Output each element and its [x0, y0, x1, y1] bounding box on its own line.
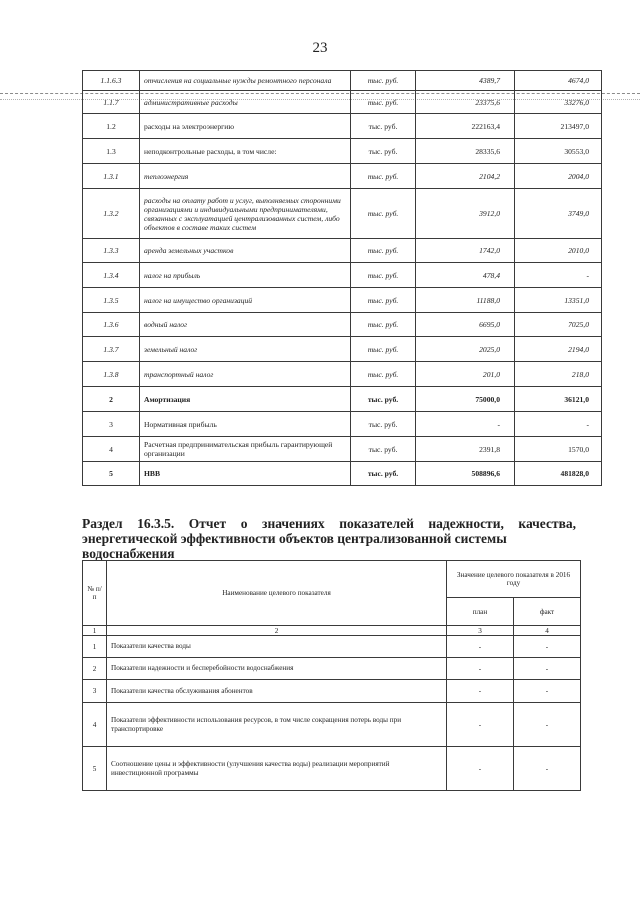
row-unit: тыс. руб. — [351, 362, 416, 387]
row-name: налог на имущество организаций — [140, 288, 351, 313]
row-plan-value: 2104,2 — [416, 164, 515, 189]
row-plan-value: 201,0 — [416, 362, 515, 387]
section-heading-line-1: Раздел 16.3.5. Отчет о значениях показателей надежности, качества, — [82, 516, 576, 531]
row-plan-value: 222163,4 — [416, 114, 515, 139]
row-code: 5 — [83, 462, 140, 486]
indicator-number: 1 — [83, 636, 107, 658]
cost-row — [83, 462, 602, 486]
row-name: налог на прибыль — [140, 263, 351, 288]
indicator-name: Соотношение цены и эффективности (улучшения качества воды) реализации мероприятий инвестиционной программы — [107, 747, 447, 791]
row-unit: тыс. руб. — [351, 437, 416, 462]
cost-row — [83, 164, 602, 189]
row-fact-value: 33276,0 — [515, 91, 602, 114]
row-unit: тыс. руб. — [351, 114, 416, 139]
row-fact-value: 3749,0 — [515, 189, 602, 239]
row-plan-value: 3912,0 — [416, 189, 515, 239]
row-fact-value: 36121,0 — [515, 387, 602, 412]
row-unit: тыс. руб. — [351, 313, 416, 337]
indicator-plan: - — [447, 703, 514, 747]
row-plan-value: 2025,0 — [416, 337, 515, 362]
indicator-plan: - — [447, 747, 514, 791]
cost-row — [83, 239, 602, 263]
row-unit: тыс. руб. — [351, 71, 416, 91]
cost-row — [83, 288, 602, 313]
column-number-3: 3 — [447, 626, 514, 636]
row-fact-value: - — [515, 412, 602, 437]
row-fact-value: 481828,0 — [515, 462, 602, 486]
row-code: 4 — [83, 437, 140, 462]
indicator-name: Показатели качества обслуживания абонентов — [107, 680, 447, 703]
indicator-fact: - — [514, 703, 581, 747]
indicator-number: 3 — [83, 680, 107, 703]
row-fact-value: 2194,0 — [515, 337, 602, 362]
row-unit: тыс. руб. — [351, 189, 416, 239]
row-fact-value: 30553,0 — [515, 139, 602, 164]
row-code: 1.3.5 — [83, 288, 140, 313]
indicator-fact: - — [514, 636, 581, 658]
header-values-group: Значение целевого показателя в 2016 году — [447, 561, 581, 598]
row-plan-value: 1742,0 — [416, 239, 515, 263]
indicator-number: 4 — [83, 703, 107, 747]
section-heading-line-3: водоснабжения — [82, 546, 175, 561]
row-fact-value: 2010,0 — [515, 239, 602, 263]
column-number-1: 1 — [83, 626, 107, 636]
cost-row — [83, 263, 602, 288]
row-plan-value: 478,4 — [416, 263, 515, 288]
row-code: 1.3.3 — [83, 239, 140, 263]
cost-row — [83, 313, 602, 337]
row-code: 3 — [83, 412, 140, 437]
row-unit: тыс. руб. — [351, 412, 416, 437]
cost-row — [83, 71, 602, 91]
row-plan-value: 11188,0 — [416, 288, 515, 313]
row-name: земельный налог — [140, 337, 351, 362]
indicator-row — [83, 703, 581, 747]
header-fact: факт — [514, 598, 581, 626]
row-plan-value: 75000,0 — [416, 387, 515, 412]
cost-row — [83, 362, 602, 387]
row-code: 1.3 — [83, 139, 140, 164]
cost-row — [83, 189, 602, 239]
row-unit: тыс. руб. — [351, 462, 416, 486]
row-code: 1.1.6.3 — [83, 71, 140, 91]
row-code: 1.3.2 — [83, 189, 140, 239]
row-unit: тыс. руб. — [351, 91, 416, 114]
row-name: водный налог — [140, 313, 351, 337]
row-code: 1.3.6 — [83, 313, 140, 337]
header-plan: план — [447, 598, 514, 626]
indicator-fact: - — [514, 658, 581, 680]
row-unit: тыс. руб. — [351, 164, 416, 189]
row-plan-value: 508896,6 — [416, 462, 515, 486]
column-number-4: 4 — [514, 626, 581, 636]
row-fact-value: 4674,0 — [515, 71, 602, 91]
row-code: 1.3.1 — [83, 164, 140, 189]
page-number: 23 — [312, 40, 328, 56]
row-fact-value: 1570,0 — [515, 437, 602, 462]
row-code: 1.2 — [83, 114, 140, 139]
row-name: НВВ — [140, 462, 351, 486]
cost-row — [83, 337, 602, 362]
indicator-name: Показатели надежности и бесперебойности водоснабжения — [107, 658, 447, 680]
indicator-name: Показатели эффективности использования ресурсов, в том числе сокращения потерь воды при транспортировке — [107, 703, 447, 747]
row-fact-value: 218,0 — [515, 362, 602, 387]
indicator-plan: - — [447, 658, 514, 680]
row-code: 1.3.4 — [83, 263, 140, 288]
row-plan-value: 23375,6 — [416, 91, 515, 114]
row-name: расходы на оплату работ и услуг, выполняемых сторонними организациями и индивидуальными предпринимателями, связанных с эксплуатацией централизованных систем, либо объектов в составе таких систем — [140, 189, 351, 239]
indicator-number: 2 — [83, 658, 107, 680]
row-plan-value: 28335,6 — [416, 139, 515, 164]
column-number-2: 2 — [107, 626, 447, 636]
row-plan-value: 6695,0 — [416, 313, 515, 337]
indicator-name: Показатели качества воды — [107, 636, 447, 658]
row-name: теплоэнергия — [140, 164, 351, 189]
indicator-row — [83, 680, 581, 703]
row-plan-value: - — [416, 412, 515, 437]
row-name: Расчетная предпринимательская прибыль гарантирующей организации — [140, 437, 351, 462]
indicator-fact: - — [514, 747, 581, 791]
row-code: 1.3.7 — [83, 337, 140, 362]
row-fact-value: - — [515, 263, 602, 288]
indicator-fact: - — [514, 680, 581, 703]
section-heading-line-2: энергетической эффективности объектов централизованной системы — [82, 531, 507, 546]
cost-row — [83, 91, 602, 114]
indicator-plan: - — [447, 680, 514, 703]
row-unit: тыс. руб. — [351, 387, 416, 412]
row-unit: тыс. руб. — [351, 337, 416, 362]
row-plan-value: 2391,8 — [416, 437, 515, 462]
row-name: расходы на электроэнергию — [140, 114, 351, 139]
row-name: аренда земельных участков — [140, 239, 351, 263]
cost-row — [83, 139, 602, 164]
row-code: 1.3.8 — [83, 362, 140, 387]
row-unit: тыс. руб. — [351, 239, 416, 263]
indicator-row — [83, 658, 581, 680]
row-fact-value: 2004,0 — [515, 164, 602, 189]
cost-row — [83, 387, 602, 412]
row-code: 1.1.7 — [83, 91, 140, 114]
row-name: отчисления на социальные нужды ремонтного персонала — [140, 71, 351, 91]
row-name: транспортный налог — [140, 362, 351, 387]
indicators-table — [82, 560, 581, 791]
row-unit: тыс. руб. — [351, 139, 416, 164]
row-name: административные расходы — [140, 91, 351, 114]
row-name: Амортизация — [140, 387, 351, 412]
indicator-number: 5 — [83, 747, 107, 791]
indicator-plan: - — [447, 636, 514, 658]
row-name: Нормативная прибыль — [140, 412, 351, 437]
row-fact-value: 7025,0 — [515, 313, 602, 337]
costs-table — [82, 70, 602, 486]
indicator-row — [83, 747, 581, 791]
cost-row — [83, 114, 602, 139]
row-plan-value: 4389,7 — [416, 71, 515, 91]
row-name: неподконтрольные расходы, в том числе: — [140, 139, 351, 164]
row-fact-value: 213497,0 — [515, 114, 602, 139]
section-heading — [82, 516, 576, 561]
header-indicator-name: Наименование целевого показателя — [107, 561, 447, 626]
row-unit: тыс. руб. — [351, 263, 416, 288]
row-fact-value: 13351,0 — [515, 288, 602, 313]
header-number: № п/п — [83, 561, 107, 626]
cost-row — [83, 412, 602, 437]
row-code: 2 — [83, 387, 140, 412]
row-unit: тыс. руб. — [351, 288, 416, 313]
indicator-row — [83, 636, 581, 658]
cost-row — [83, 437, 602, 462]
